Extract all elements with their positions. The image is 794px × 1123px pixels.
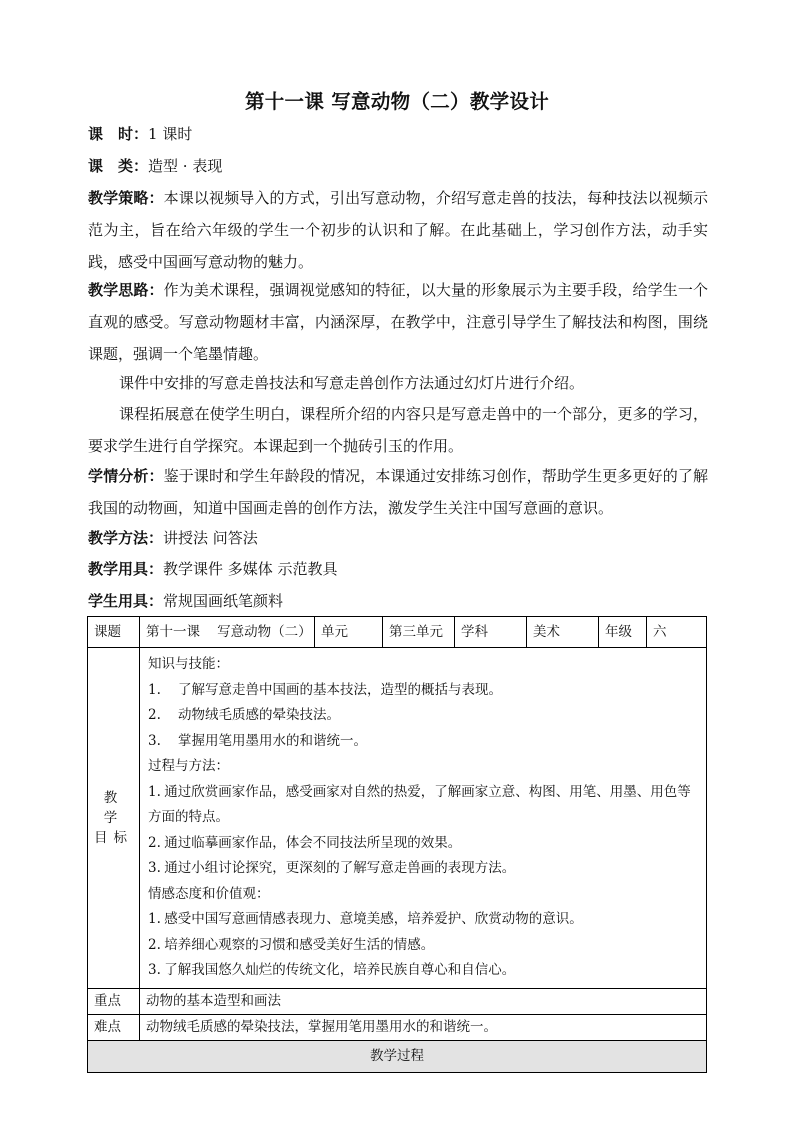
key-label-cell: 重点 <box>88 988 140 1014</box>
tools-label: 教学用具： <box>88 560 164 578</box>
difficulty-label-cell: 难点 <box>88 1014 140 1040</box>
emotion-heading: 情感态度和价值观： <box>148 885 270 902</box>
list-item: 3. 掌握用笔用墨用水的和谐统一。 <box>148 732 367 749</box>
difficulty-value-cell: 动物绒毛质感的晕染技法，掌握用笔用墨用水的和谐统一。 <box>140 1014 707 1040</box>
hours-line <box>88 118 708 150</box>
topic-value-cell: 第十一课 写意动物（二） <box>140 617 315 648</box>
grade-label-cell: 年级 <box>599 617 647 648</box>
strategy-label: 教学策略： <box>88 189 164 207</box>
process-heading: 过程与方法： <box>148 758 229 774</box>
analysis-paragraph <box>88 460 708 524</box>
thinking-paragraph <box>88 274 708 370</box>
knowledge-heading: 知识与技能： <box>148 656 229 672</box>
lesson-plan-table <box>87 616 707 1073</box>
table-row-difficulty <box>88 1014 707 1040</box>
student-tools-line <box>88 585 708 617</box>
type-line <box>88 150 708 182</box>
strategy-text: 本课以视频导入的方式，引出写意动物，介绍写意走兽的技法，每种技法以视频示范为主，旨在给六年级的学生一个初步的认识和了解。在此基础上，学习创作方法，动手实践，感受中国画写意动物的魅力。 <box>88 189 708 271</box>
thinking-text: 作为美术课程，强调视觉感知的特征，以大量的形象展示为主要手段，给学生一个直观的感受。写意动物题材丰富，内涵深厚，在教学中，注意引导学生了解技法和构图，围绕课题，强调一个笔墨情趣。 <box>88 281 708 363</box>
student-tools-value: 常规国画纸笔颜料 <box>163 592 284 610</box>
subject-value-cell: 美术 <box>527 617 599 648</box>
list-item: 1. 感受中国写意画情感表现力、意境美感，培养爱护、欣赏动物的意识。 <box>148 911 583 927</box>
analysis-text: 鉴于课时和学生年龄段的情况，本课通过安排练习创作，帮助学生更多更好的了解我国的动物画，知道中国画走兽的创作方法，激发学生关注中国写意画的意识。 <box>88 467 708 517</box>
unit-value-cell: 第三单元 <box>383 617 455 648</box>
strategy-paragraph <box>88 182 708 278</box>
document-title: 第十一课 写意动物（二）教学设计 <box>244 90 550 113</box>
type-label: 课 类： <box>88 157 149 175</box>
method-label: 教学方法： <box>88 529 164 547</box>
topic-label-cell: 课题 <box>88 617 140 648</box>
extension-paragraph: 课程拓展意在使学生明白，课程所介绍的内容只是写意走兽中的一个部分，更多的学习，要求学生进行自学探究。本课起到一个抛砖引玉的作用。 <box>88 405 708 455</box>
table-row-process <box>88 1040 707 1072</box>
list-item: 2. 通过临摹画家作品，体会不同技法所呈现的效果。 <box>148 834 462 851</box>
list-item: 3. 通过小组讨论探究，更深刻的了解写意走兽画的表现方法。 <box>148 860 516 876</box>
list-item: 1. 通过欣赏画家作品，感受画家对自然的热爱，了解画家立意、构图、用笔、用墨、用色等方面的特点。 <box>148 783 691 825</box>
key-value-cell: 动物的基本造型和画法 <box>140 988 707 1014</box>
unit-label-cell: 单元 <box>315 617 383 648</box>
type-value: 造型 · 表现 <box>148 157 223 175</box>
thinking-label: 教学思路： <box>88 281 164 299</box>
subject-label-cell: 学科 <box>455 617 527 648</box>
tools-line <box>88 553 708 585</box>
table-row-goals <box>88 648 707 989</box>
grade-value-cell: 六 <box>647 617 707 648</box>
teaching-process-bar: 教学过程 <box>88 1040 707 1072</box>
list-item: 1. 了解写意走兽中国画的基本技法，造型的概括与表现。 <box>148 681 502 698</box>
goals-label-cell: 教 学 目标 <box>88 648 140 989</box>
table-row-key <box>88 988 707 1014</box>
list-item: 2. 培养细心观察的习惯和感受美好生活的情感。 <box>148 936 435 953</box>
method-line <box>88 522 708 554</box>
hours-value: 1 课时 <box>148 125 193 143</box>
student-tools-label: 学生用具： <box>88 592 164 610</box>
table-row-header <box>88 617 707 648</box>
list-item: 3. 了解我国悠久灿烂的传统文化，培养民族自尊心和自信心。 <box>148 962 516 978</box>
goals-content-cell <box>140 648 707 989</box>
method-value: 讲授法 问答法 <box>163 529 258 547</box>
slides-paragraph: 课件中安排的写意走兽技法和写意走兽创作方法通过幻灯片进行介绍。 <box>119 374 585 392</box>
list-item: 2. 动物绒毛质感的晕染技法。 <box>148 707 340 723</box>
tools-value: 教学课件 多媒体 示范教具 <box>163 560 338 578</box>
hours-label: 课 时： <box>88 125 149 143</box>
analysis-label: 学情分析： <box>88 467 164 485</box>
